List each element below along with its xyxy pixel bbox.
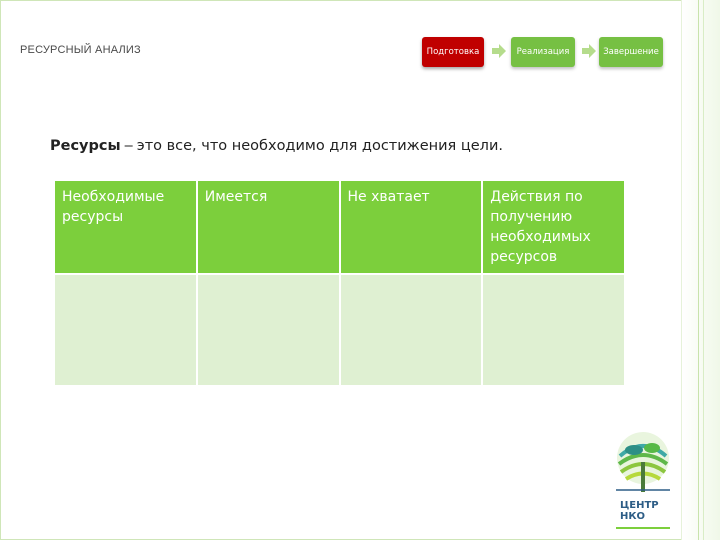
arrow-right-icon xyxy=(491,43,507,59)
decorative-side-band xyxy=(681,0,720,540)
table-header-cell: Имеется xyxy=(197,180,340,274)
definition-text xyxy=(50,138,503,154)
definition-body: это все, что необходимо для достижения цели. xyxy=(136,138,503,154)
resources-table xyxy=(53,179,626,387)
arrow-right-icon xyxy=(581,43,597,59)
table-header-cell: Действия по получению необходимых ресурсов xyxy=(482,180,625,274)
table-row xyxy=(54,274,625,386)
table-cell[interactable] xyxy=(340,274,483,386)
section-title: РЕСУРСНЫЙ АНАЛИЗ xyxy=(20,44,141,56)
logo-line-2: НКО xyxy=(620,511,646,522)
logo-wordmark xyxy=(620,500,659,522)
step-completion[interactable]: Завершение xyxy=(599,37,663,67)
logo-line-1: ЦЕНТР xyxy=(620,500,659,511)
definition-term: Ресурсы xyxy=(50,138,121,154)
table-cell[interactable] xyxy=(197,274,340,386)
table-header-cell: Необходимые ресурсы xyxy=(54,180,197,274)
decorative-line xyxy=(703,0,704,540)
step-implementation[interactable]: Реализация xyxy=(511,37,575,67)
table-cell[interactable] xyxy=(54,274,197,386)
definition-dash: – xyxy=(120,138,137,154)
step-preparation[interactable]: Подготовка xyxy=(422,37,484,67)
table-header-row xyxy=(54,180,625,274)
decorative-line xyxy=(698,0,699,540)
table-cell[interactable] xyxy=(482,274,625,386)
table-header-cell: Не хватает xyxy=(340,180,483,274)
